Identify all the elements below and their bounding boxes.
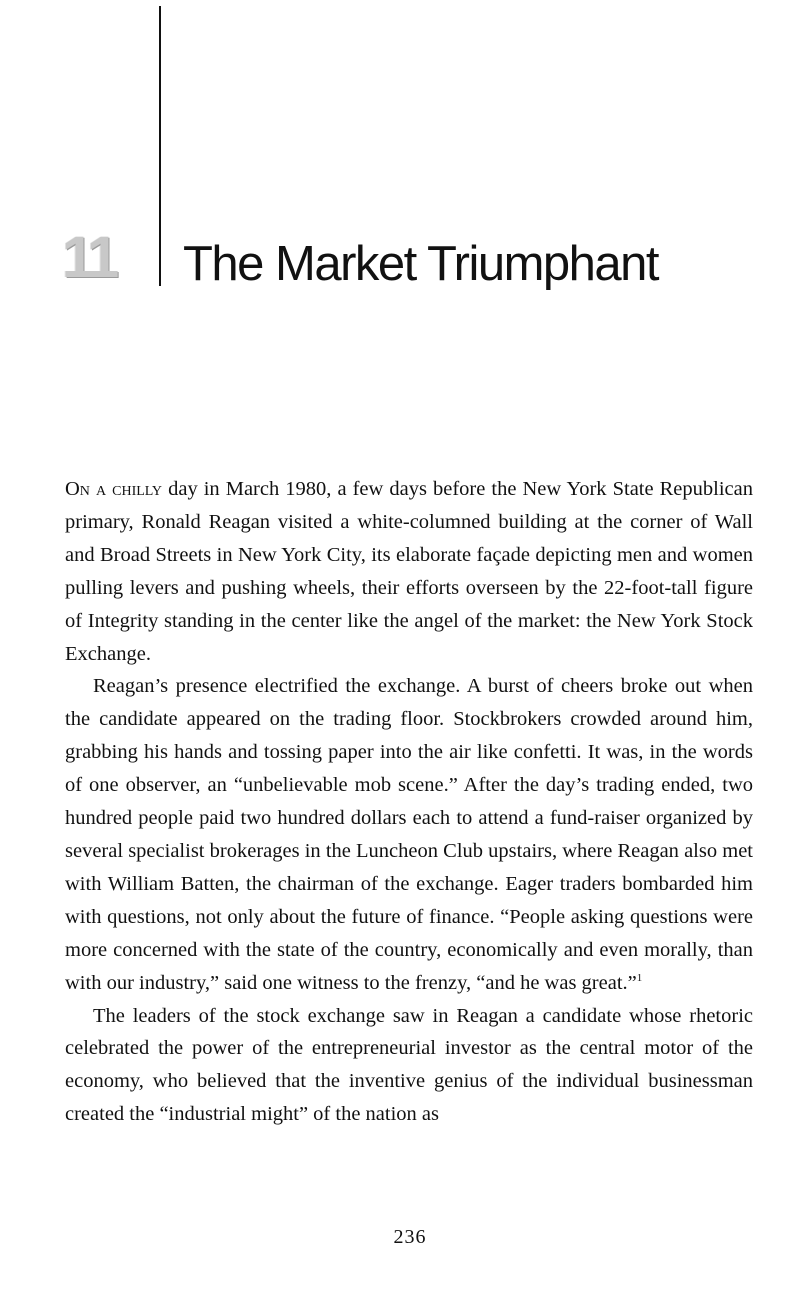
chapter-divider-rule [159,6,161,286]
chapter-body [65,473,753,1131]
paragraph-1-text: day in March 1980, a few days before the New York State Republican primary, Ronald Reagan visited a white-columned building at the corner of Wall and Broad Streets in New York City, its elaborate façade depicting men and women pulling levers and pushing wheels, their efforts overseen by the 22-foot-tall figure of Integrity standing in the center like the angel of the market: the New York Stock Exchange. [65,478,753,665]
chapter-number: 11 [62,225,116,290]
paragraph-3-text: The leaders of the stock exchange saw in Reagan a candidate whose rhetoric celebrated the power of the entrepreneurial investor as the central motor of the economy, who believed that the inventive genius of the individual businessman created the “industrial might” of the nation as [65,1004,753,1126]
paragraph-2 [65,670,753,999]
chapter-title: The Market Triumphant [183,237,659,291]
paragraph-1-lead-in: On a chilly [65,478,163,500]
paragraph-1 [65,473,753,670]
paragraph-2-text: Reagan’s presence electrified the exchange. A burst of cheers broke out when the candidate appeared on the trading floor. Stockbrokers crowded around him, grabbing his hands and tossing paper into the air like confetti. It was, in the words of one observer, an “unbelievable mob scene.” After the day’s trading ended, two hundred people paid two hundred dollars each to attend a fund-raiser organized by several specialist brokerages in the Luncheon Club upstairs, where Reagan also met with William Batten, the chairman of the exchange. Eager traders bombarded him with questions, not only about the future of finance. “People asking questions were more concerned with the state of the country, economically and even morally, than with our industry,” said one witness to the frenzy, “and he was great.” [65,675,753,994]
footnote-marker: 1 [636,971,643,984]
paragraph-3 [65,1000,753,1132]
page-number: 236 [393,1226,427,1248]
